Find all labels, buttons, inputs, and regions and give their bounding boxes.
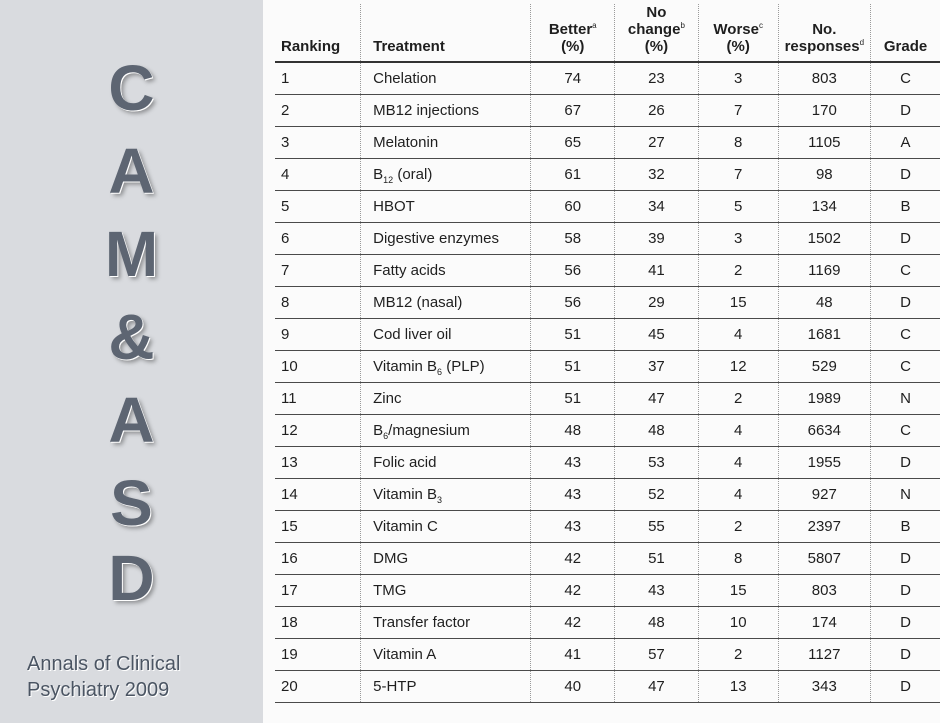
treatment-text: Digestive enzymes [373,230,500,247]
no-change-cell: 52 [614,479,698,511]
header-better [531,4,614,62]
responses-cell: 170 [778,95,870,127]
responses-cell: 803 [778,62,870,95]
responses-cell: 1989 [778,383,870,415]
table-row [275,479,940,511]
grade-cell: D [871,671,940,703]
treatment-cell [361,671,531,703]
table-row [275,255,940,287]
table-row [275,191,940,223]
ranking-cell: 10 [275,351,361,383]
treatment-cell [361,351,531,383]
treatment-text: B [373,166,384,183]
worse-cell: 7 [698,159,778,191]
responses-cell: 134 [778,191,870,223]
treatment-text: 5-HTP [373,678,417,695]
grade-cell: B [871,511,940,543]
responses-cell: 1955 [778,447,870,479]
treatment-cell [361,575,531,607]
table-row [275,127,940,159]
footnote-marker: b [680,21,685,30]
worse-cell: 2 [698,639,778,671]
header-grade: Grade [871,4,940,62]
responses-cell: 5807 [778,543,870,575]
table-panel [263,0,940,723]
title-letter: A [108,135,155,207]
grade-cell: C [871,319,940,351]
treatment-text: HBOT [373,198,415,215]
table-row [275,639,940,671]
no-change-cell: 45 [614,319,698,351]
header-no-change-line1: No [646,4,667,21]
table-body [275,62,940,703]
better-cell: 65 [531,127,614,159]
table-row [275,447,940,479]
header-worse-label: Worse [713,21,759,38]
grade-cell: N [871,479,940,511]
treatment-text: MB12 injections [373,102,480,119]
no-change-cell: 57 [614,639,698,671]
treatment-cell [361,479,531,511]
header-responses [778,4,870,62]
responses-cell: 803 [778,575,870,607]
treatment-cell [361,95,531,127]
no-change-cell: 32 [614,159,698,191]
treatment-text: (PLP) [442,358,485,375]
better-cell: 41 [531,639,614,671]
grade-cell: D [871,95,940,127]
ranking-cell: 16 [275,543,361,575]
responses-cell: 2397 [778,511,870,543]
worse-cell: 4 [698,479,778,511]
better-cell: 56 [531,255,614,287]
treatment-text: Vitamin A [373,646,437,663]
footnote-marker: a [592,21,597,30]
header-responses-line1: No. [812,21,837,38]
worse-cell: 10 [698,607,778,639]
grade-cell: C [871,62,940,95]
ranking-cell: 1 [275,62,361,95]
responses-cell: 1105 [778,127,870,159]
no-change-cell: 43 [614,575,698,607]
table-row [275,319,940,351]
treatment-cell [361,543,531,575]
source-citation [27,651,180,703]
better-cell: 67 [531,95,614,127]
treatment-cell [361,415,531,447]
worse-cell: 3 [698,62,778,95]
responses-cell: 529 [778,351,870,383]
grade-cell: D [871,639,940,671]
treatment-text: Vitamin C [373,518,438,535]
better-cell: 58 [531,223,614,255]
table-header-row [275,4,940,62]
grade-cell: D [871,607,940,639]
responses-cell: 1681 [778,319,870,351]
grade-cell: A [871,127,940,159]
treatment-text: MB12 (nasal) [373,294,463,311]
grade-cell: N [871,383,940,415]
title-letter: S [110,467,153,539]
header-better-label: Better [548,21,593,38]
better-cell: 42 [531,543,614,575]
header-worse [698,4,778,62]
treatment-cell [361,511,531,543]
better-cell: 42 [531,607,614,639]
ranking-cell: 7 [275,255,361,287]
treatment-text: Zinc [373,390,402,407]
treatment-text: Transfer factor [373,614,471,631]
title-sidebar [0,0,263,723]
footnote-marker: d [859,38,865,47]
better-cell: 43 [531,479,614,511]
better-cell: 51 [531,351,614,383]
better-cell: 48 [531,415,614,447]
no-change-cell: 29 [614,287,698,319]
worse-cell: 13 [698,671,778,703]
header-no-change [614,4,698,62]
treatment-cell [361,191,531,223]
treatment-cell [361,159,531,191]
grade-cell: D [871,159,940,191]
better-cell: 51 [531,383,614,415]
treatment-cell [361,607,531,639]
responses-cell: 927 [778,479,870,511]
title-letter: C [108,52,155,124]
ranking-cell: 2 [275,95,361,127]
no-change-cell: 55 [614,511,698,543]
footnote-marker: c [759,21,763,30]
treatment-cell [361,447,531,479]
treatment-text: Melatonin [373,134,439,151]
treatment-text: Cod liver oil [373,326,452,343]
no-change-cell: 48 [614,607,698,639]
ranking-cell: 13 [275,447,361,479]
header-worse-unit: (%) [726,38,750,55]
treatment-cell [361,319,531,351]
grade-cell: D [871,543,940,575]
better-cell: 51 [531,319,614,351]
treatment-text: Vitamin B [373,358,438,375]
table-row [275,351,940,383]
title-letter: A [108,384,155,456]
no-change-cell: 27 [614,127,698,159]
responses-cell: 6634 [778,415,870,447]
treatment-text: Folic acid [373,454,437,471]
worse-cell: 2 [698,383,778,415]
better-cell: 40 [531,671,614,703]
treatment-text: DMG [373,550,409,567]
ranking-cell: 17 [275,575,361,607]
treatment-text: Fatty acids [373,262,446,279]
treatment-cell [361,62,531,95]
no-change-cell: 41 [614,255,698,287]
ranking-cell: 8 [275,287,361,319]
ranking-cell: 11 [275,383,361,415]
worse-cell: 8 [698,127,778,159]
ranking-cell: 6 [275,223,361,255]
treatment-subscript: 6 [437,367,443,377]
better-cell: 74 [531,62,614,95]
better-cell: 43 [531,447,614,479]
responses-cell: 174 [778,607,870,639]
treatment-text: TMG [373,582,407,599]
grade-cell: C [871,351,940,383]
no-change-cell: 39 [614,223,698,255]
treatment-subscript: 12 [383,175,394,185]
ranking-cell: 9 [275,319,361,351]
title-letter: D [108,542,155,614]
header-no-change-unit: (%) [644,38,669,55]
no-change-cell: 47 [614,383,698,415]
better-cell: 61 [531,159,614,191]
responses-cell: 1169 [778,255,870,287]
treatment-text: B [373,422,384,439]
table-row [275,95,940,127]
title-letter: & [108,301,155,373]
header-ranking: Ranking [275,4,361,62]
treatment-cell [361,639,531,671]
no-change-cell: 51 [614,543,698,575]
header-responses-line2: responses [784,38,860,55]
better-cell: 56 [531,287,614,319]
no-change-cell: 37 [614,351,698,383]
table-row [275,575,940,607]
grade-cell: B [871,191,940,223]
responses-cell: 48 [778,287,870,319]
table-row [275,671,940,703]
no-change-cell: 26 [614,95,698,127]
better-cell: 60 [531,191,614,223]
grade-cell: D [871,223,940,255]
no-change-cell: 23 [614,62,698,95]
treatment-cell [361,223,531,255]
grade-cell: D [871,575,940,607]
ranking-cell: 4 [275,159,361,191]
worse-cell: 4 [698,319,778,351]
title-letter: M [104,218,159,290]
worse-cell: 3 [698,223,778,255]
responses-cell: 343 [778,671,870,703]
table-row [275,415,940,447]
treatment-text: /magnesium [388,422,470,439]
treatment-cell [361,255,531,287]
ranking-cell: 3 [275,127,361,159]
ranking-cell: 12 [275,415,361,447]
treatment-text: Vitamin B [373,486,438,503]
worse-cell: 2 [698,511,778,543]
treatment-cell [361,127,531,159]
table-row [275,511,940,543]
ranking-cell: 14 [275,479,361,511]
grade-cell: C [871,415,940,447]
ranking-cell: 15 [275,511,361,543]
treatment-text: Chelation [373,70,437,87]
ranking-cell: 18 [275,607,361,639]
worse-cell: 15 [698,575,778,607]
table-row [275,607,940,639]
treatment-text: (oral) [393,166,433,183]
table-row [275,62,940,95]
table-row [275,223,940,255]
responses-cell: 1127 [778,639,870,671]
worse-cell: 2 [698,255,778,287]
no-change-cell: 53 [614,447,698,479]
header-treatment: Treatment [361,4,531,62]
worse-cell: 12 [698,351,778,383]
treatment-cell [361,287,531,319]
worse-cell: 4 [698,447,778,479]
worse-cell: 7 [698,95,778,127]
better-cell: 42 [531,575,614,607]
grade-cell: D [871,287,940,319]
worse-cell: 4 [698,415,778,447]
table-row [275,383,940,415]
ranking-cell: 19 [275,639,361,671]
source-line: Annals of Clinical [27,653,181,675]
treatment-subscript: 3 [437,495,443,505]
responses-cell: 1502 [778,223,870,255]
treatment-cell [361,383,531,415]
table-row [275,287,940,319]
header-no-change-line2: change [627,21,681,38]
grade-cell: C [871,255,940,287]
no-change-cell: 48 [614,415,698,447]
responses-cell: 98 [778,159,870,191]
treatment-subscript: 6 [383,431,389,441]
worse-cell: 15 [698,287,778,319]
worse-cell: 5 [698,191,778,223]
better-cell: 43 [531,511,614,543]
no-change-cell: 47 [614,671,698,703]
ranking-cell: 5 [275,191,361,223]
grade-cell: D [871,447,940,479]
worse-cell: 8 [698,543,778,575]
treatment-ranking-table [275,4,940,703]
no-change-cell: 34 [614,191,698,223]
table-row [275,159,940,191]
header-better-unit: (%) [561,38,585,55]
table-row [275,543,940,575]
ranking-cell: 20 [275,671,361,703]
source-line: Psychiatry 2009 [27,679,170,701]
